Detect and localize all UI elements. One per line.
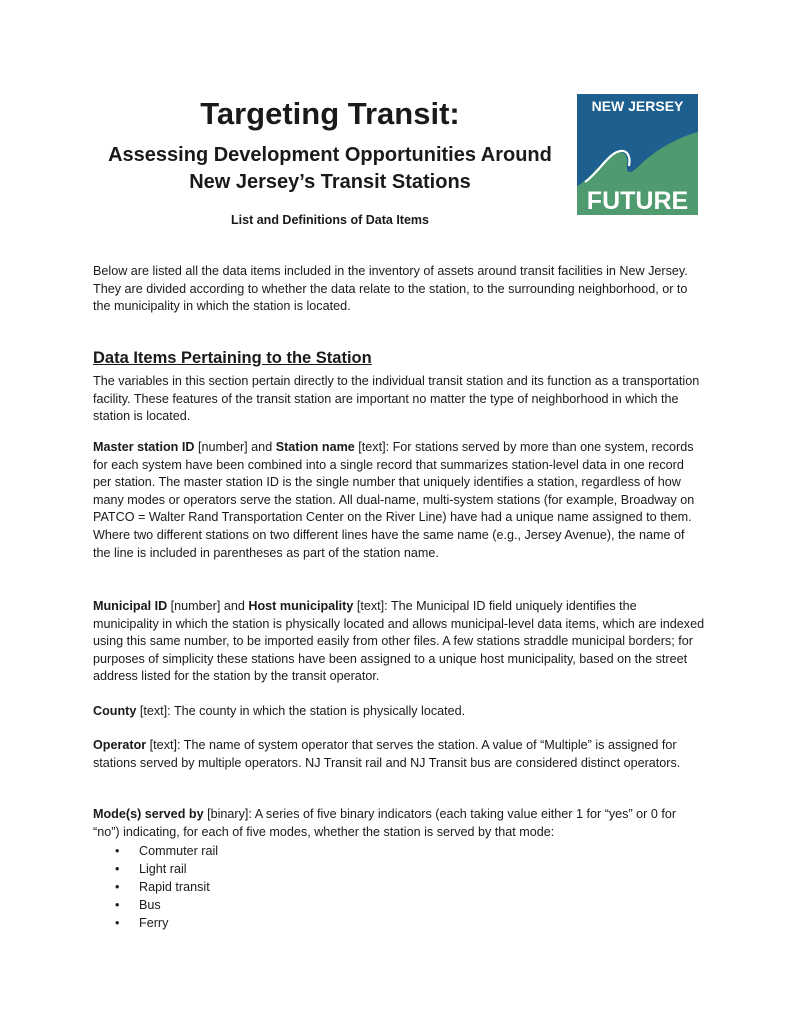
list-item: • Commuter rail	[115, 844, 219, 858]
item-description: For stations served by more than one system, records for each system have been combined into a single record that summarizes station-level data in one record per station. The master station ID is the single number that uniquely identifies a station, regardless of how many modes or operators serve the station. All dual-name, multi-system stations (for example, Broadway on PATCO = Walter Rand Transportation Center on the River Line) have had a unique name assigned to them. Where two different stations on two different lines have the same name (e.g., Jersey Avenue), the name of the line is included in parentheses as part of the station name.	[93, 440, 695, 560]
item-label: Mode(s) served by	[93, 807, 204, 821]
svg-text:FUTURE: FUTURE	[586, 187, 689, 215]
page-subtitle	[90, 142, 570, 196]
list-title: List and Definitions of Data Items	[231, 213, 429, 227]
subtitle-line-2: New Jersey’s Transit Stations	[189, 171, 471, 193]
bullet-icon: •	[115, 916, 120, 930]
item-type: [text]:	[136, 704, 174, 718]
list-item: • Ferry	[115, 916, 169, 930]
item-label: County	[93, 704, 137, 718]
bullet-icon: •	[115, 880, 120, 894]
item-modes	[93, 806, 705, 841]
item-station-id	[93, 439, 705, 562]
item-type: [binary]:	[203, 807, 255, 821]
page-title: Targeting Transit:	[200, 96, 460, 131]
intro-paragraph: Below are listed all the data items included in the inventory of assets around transit facilities in New Jersey. They are divided according to whether the data relate to the station, to the surrounding neighborhood, or to the municipality in which the station is located.	[93, 264, 688, 314]
item-label: Station name	[275, 440, 355, 454]
item-operator	[93, 737, 705, 772]
svg-text:NEW JERSEY: NEW JERSEY	[591, 98, 684, 114]
modes-list	[93, 842, 218, 932]
item-type: [number] and	[167, 599, 249, 613]
subtitle-line-1: Assessing Development Opportunities Around	[108, 144, 552, 166]
item-description: The name of system operator that serves the station. A value of “Multiple” is assigned for stations served by multiple operators. NJ Transit rail and NJ Transit bus are considered distinct operators.	[93, 738, 681, 770]
new-jersey-future-logo	[577, 94, 698, 215]
item-type: [text]:	[146, 738, 184, 752]
bullet-icon: •	[115, 862, 120, 876]
item-description: The county in which the station is physically located.	[173, 704, 466, 718]
item-type: [number] and	[194, 440, 276, 454]
list-item: • Light rail	[115, 862, 187, 876]
item-label: Master station ID	[93, 440, 195, 454]
item-county	[93, 703, 705, 721]
item-municipal-id	[93, 598, 705, 686]
section-heading: Data Items Pertaining to the Station	[93, 349, 372, 367]
item-label: Municipal ID	[93, 599, 168, 613]
bullet-icon: •	[115, 898, 120, 912]
bullet-icon: •	[115, 844, 120, 858]
item-description: A series of five binary indicators (each taking value either 1 for “yes” or 0 for “no”) indicating, for each of five modes, whether the station is served by that mode:	[93, 807, 677, 839]
list-item: • Rapid transit	[115, 880, 210, 894]
list-item: • Bus	[115, 898, 161, 912]
item-description: The Municipal ID field uniquely identifies the municipality in which the station is physically located and allows municipal-level data items, which are indexed using this same number, to be imported easily from other files. A few stations straddle municipal borders; for purposes of simplicity these stations have been assigned to a unique host municipality, based on the street address listed for the station by the transit operator.	[93, 599, 705, 684]
item-label: Host municipality	[248, 599, 354, 613]
section-description: The variables in this section pertain directly to the individual transit station and its function as a transportation facility. These features of the transit station are important no matter the type of neighborhood in which the station is located.	[93, 374, 700, 424]
item-type: [text]:	[354, 440, 393, 454]
item-type: [text]:	[353, 599, 391, 613]
item-label: Operator	[93, 738, 147, 752]
